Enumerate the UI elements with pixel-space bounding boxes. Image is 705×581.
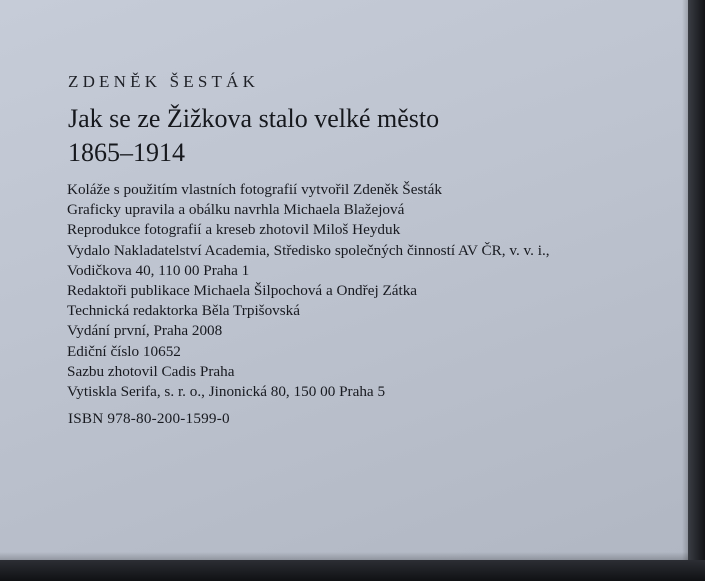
- book-title: Jak se ze Žižkova stalo velké město: [68, 104, 440, 133]
- credit-line: Sazbu zhotovil Cadis Praha: [67, 362, 235, 380]
- credit-line: Koláže s použitím vlastních fotografií vytvořil Zdeněk Šesták: [67, 181, 442, 198]
- book-title-block: [68, 102, 439, 170]
- page-bottom-shadow: [0, 552, 688, 560]
- imprint-credits: [67, 180, 550, 402]
- credit-line: Reprodukce fotografií a kreseb zhotovil Miloš Heyduk: [67, 221, 401, 239]
- credit-line: Redaktoři publikace Michaela Šilpochová a Ondřej Zátka: [67, 281, 418, 299]
- isbn-number: ISBN 978-80-200-1599-0: [68, 410, 230, 427]
- credit-line: Vytiskla Serifa, s. r. o., Jinonická 80, 150 00 Praha 5: [67, 382, 386, 400]
- credit-line: Vydání první, Praha 2008: [67, 322, 223, 340]
- credit-line: Vodičkova 40, 110 00 Praha 1: [67, 261, 250, 279]
- background-bottom: [0, 560, 705, 581]
- credit-line: Technická redaktorka Běla Trpišovská: [67, 302, 301, 320]
- credit-line: Vydalo Nakladatelství Academia, Středisko společných činností AV ČR, v. v. i.,: [67, 241, 550, 259]
- background-right: [688, 0, 705, 581]
- author-name: ZDENĚK ŠESTÁK: [68, 72, 260, 91]
- credit-line: Graficky upravila a obálku navrhla Michaela Blažejová: [67, 201, 405, 219]
- book-years: 1865–1914: [68, 138, 185, 167]
- credit-line: Ediční číslo 10652: [67, 342, 181, 360]
